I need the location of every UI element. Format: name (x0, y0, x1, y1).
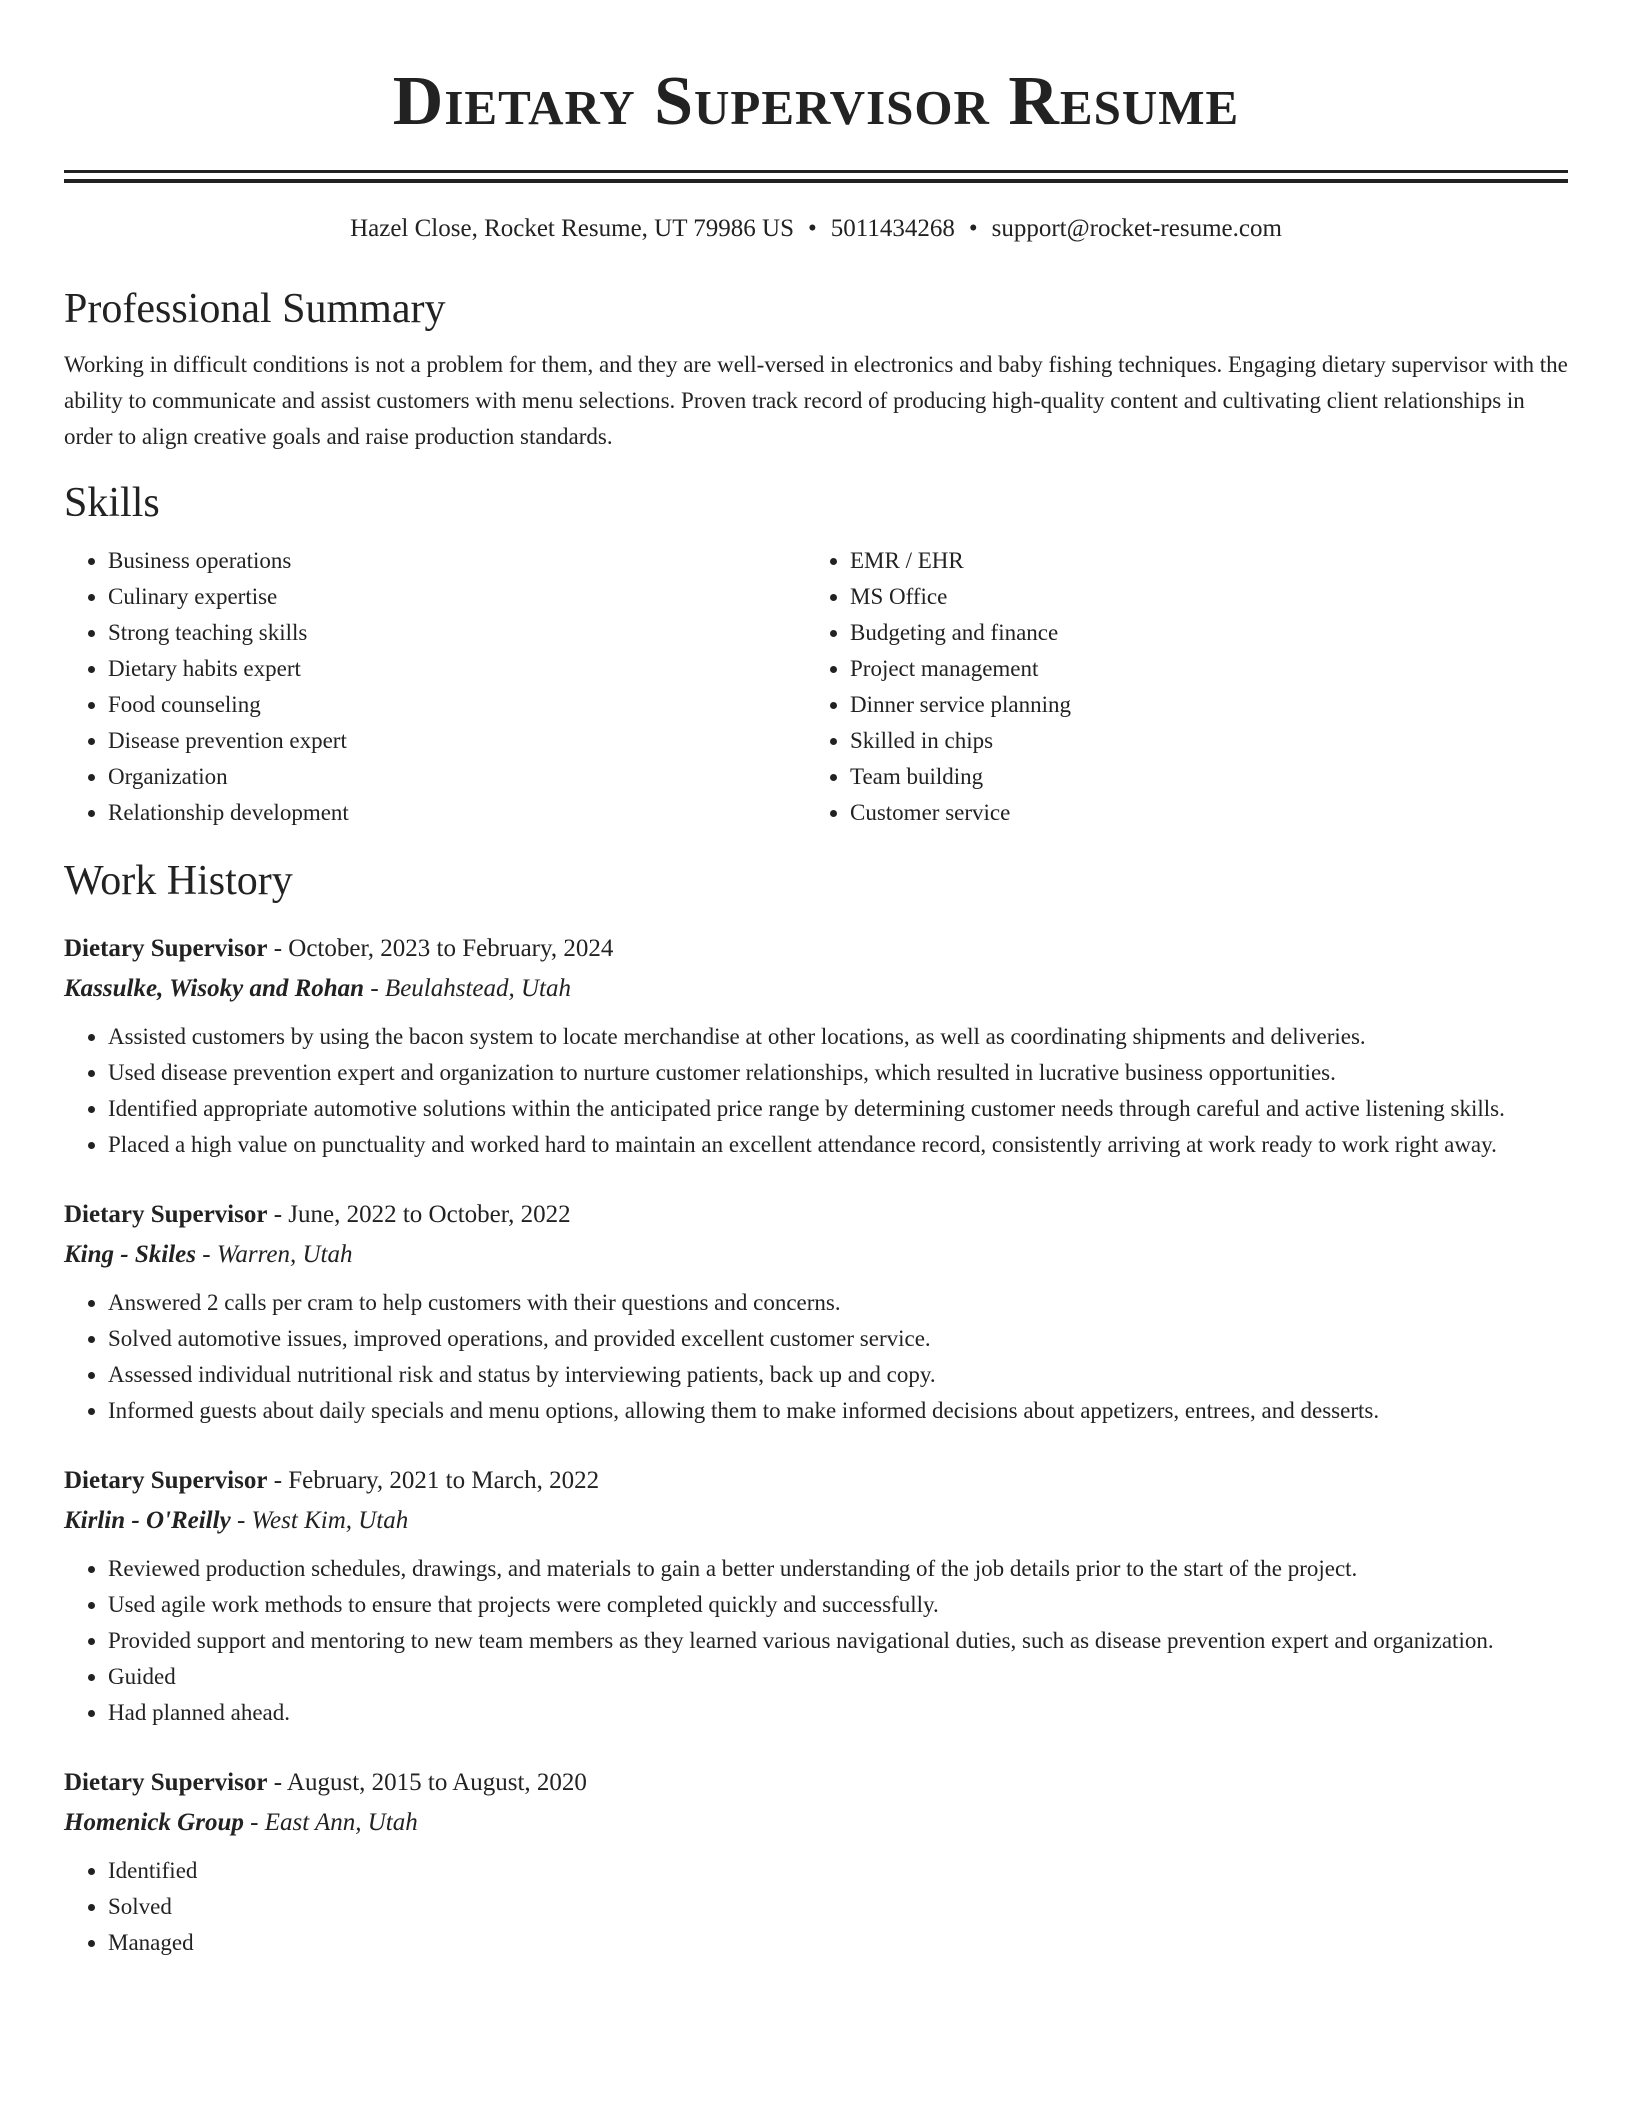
contact-phone: 5011434268 (830, 215, 955, 242)
job-location: Warren, Utah (216, 1241, 353, 1268)
job-bullet: • Solved (108, 1889, 1568, 1925)
summary-text: Working in difficult conditions is not a problem for them, and they are well-versed in electronics and baby fishing techniques. Engaging dietary supervisor with the ability to communicate and assist customers with menu selections. Proven track record of producing high-quality content and cultivating client relationships in order to align creative goals and raise production standards. (64, 352, 1568, 449)
job-dates: October, 2023 to February, 2024 (288, 935, 614, 962)
job-bullet: • Provided support and mentoring to new team members as they learned various navigational duties, such as disease prevention expert and organization. (108, 1623, 1568, 1659)
skills-list-right (806, 543, 1548, 831)
job-bullets (64, 1285, 1568, 1429)
contact-line (64, 213, 1568, 245)
job-entry (64, 929, 1568, 1163)
job-role: Dietary Supervisor (64, 935, 268, 962)
job-role: Dietary Supervisor (64, 1201, 268, 1228)
job-bullet: • Placed a high value on punctuality and worked hard to maintain an excellent attendance record, consistently arriving at work ready to work right away. (108, 1127, 1568, 1163)
job-bullet: • Answered 2 calls per cram to help customers with their questions and concerns. (108, 1285, 1568, 1321)
skills-columns (64, 543, 1568, 831)
job-bullets (64, 1551, 1568, 1731)
job-bullet: • Identified appropriate automotive solutions within the anticipated price range by determining customer needs through careful and active listening skills. (108, 1091, 1568, 1127)
skill-item: • Dinner service planning (850, 687, 1548, 723)
summary-heading: Professional Summary (64, 286, 446, 332)
job-bullet: • Used disease prevention expert and organization to nurture customer relationships, which resulted in lucrative business opportunities. (108, 1055, 1568, 1091)
skills-heading: Skills (64, 480, 160, 526)
job-bullet: • Assessed individual nutritional risk and status by interviewing patients, back up and copy. (108, 1357, 1568, 1393)
job-bullet: • Reviewed production schedules, drawings, and materials to gain a better understanding of the job details prior to the start of the project. (108, 1551, 1568, 1587)
job-bullet: • Assisted customers by using the bacon system to locate merchandise at other locations, as well as coordinating shipments and deliveries. (108, 1019, 1568, 1055)
job-header: Dietary Supervisor - October, 2023 to February, 2024 (64, 935, 614, 962)
job-bullet: • Managed (108, 1925, 1568, 1961)
job-header: Dietary Supervisor - August, 2015 to August, 2020 (64, 1769, 587, 1796)
job-header: Dietary Supervisor - February, 2021 to March, 2022 (64, 1467, 600, 1494)
job-company-line: Homenick Group - East Ann, Utah (64, 1809, 418, 1836)
contact-address: Hazel Close, Rocket Resume, UT 79986 US (350, 215, 794, 242)
job-bullets (64, 1853, 1568, 1961)
skill-item: • MS Office (850, 579, 1548, 615)
resume-page (64, 0, 1568, 1961)
skill-item: • Culinary expertise (108, 579, 806, 615)
job-dates: February, 2021 to March, 2022 (288, 1467, 600, 1494)
job-role: Dietary Supervisor (64, 1769, 268, 1796)
job-bullets (64, 1019, 1568, 1163)
job-company-line: King - Skiles - Warren, Utah (64, 1241, 353, 1268)
skill-item: • Disease prevention expert (108, 723, 806, 759)
job-location: Beulahstead, Utah (384, 975, 572, 1002)
skill-item: • Team building (850, 759, 1548, 795)
title-rule-top (64, 170, 1568, 173)
job-company: Kassulke, Wisoky and Rohan (64, 975, 365, 1002)
skill-item: • Organization (108, 759, 806, 795)
job-dates: August, 2015 to August, 2020 (286, 1769, 587, 1796)
job-bullet: • Solved automotive issues, improved operations, and provided excellent customer service. (108, 1321, 1568, 1357)
job-bullet: • Had planned ahead. (108, 1695, 1568, 1731)
job-entry (64, 1195, 1568, 1429)
job-bullet: • Guided (108, 1659, 1568, 1695)
job-dates: June, 2022 to October, 2022 (288, 1201, 571, 1228)
resume-title: Dietary Supervisor Resume (392, 63, 1240, 140)
contact-email: support@rocket-resume.com (991, 215, 1282, 242)
skill-item: • EMR / EHR (850, 543, 1548, 579)
job-company: Kirlin - O'Reilly (64, 1507, 231, 1534)
job-bullet: • Informed guests about daily specials and menu options, allowing them to make informed decisions about appetizers, entrees, and desserts. (108, 1393, 1568, 1429)
job-company: King - Skiles (64, 1241, 196, 1268)
job-company-line: Kassulke, Wisoky and Rohan - Beulahstead, Utah (64, 975, 572, 1002)
skills-list-left (64, 543, 806, 831)
job-location: West Kim, Utah (251, 1507, 409, 1534)
job-location: East Ann, Utah (264, 1809, 418, 1836)
skill-item: • Food counseling (108, 687, 806, 723)
work-history-heading: Work History (64, 858, 293, 904)
contact-separator: • (808, 215, 817, 242)
skill-item: • Dietary habits expert (108, 651, 806, 687)
skill-item: • Relationship development (108, 795, 806, 831)
job-header: Dietary Supervisor - June, 2022 to October, 2022 (64, 1201, 571, 1228)
skill-item: • Business operations (108, 543, 806, 579)
skill-item: • Skilled in chips (850, 723, 1548, 759)
skill-item: • Project management (850, 651, 1548, 687)
title-rule-bottom (64, 179, 1568, 183)
contact-separator: • (968, 215, 978, 242)
skill-item: • Budgeting and finance (850, 615, 1548, 651)
job-entry (64, 1763, 1568, 1961)
job-company: Homenick Group (64, 1809, 244, 1836)
job-company-line: Kirlin - O'Reilly - West Kim, Utah (64, 1507, 409, 1534)
job-entry (64, 1461, 1568, 1731)
job-role: Dietary Supervisor (64, 1467, 268, 1494)
job-bullet: • Used agile work methods to ensure that projects were completed quickly and successfully. (108, 1587, 1568, 1623)
skill-item: • Strong teaching skills (108, 615, 806, 651)
job-bullet: • Identified (108, 1853, 1568, 1889)
skill-item: • Customer service (850, 795, 1548, 831)
